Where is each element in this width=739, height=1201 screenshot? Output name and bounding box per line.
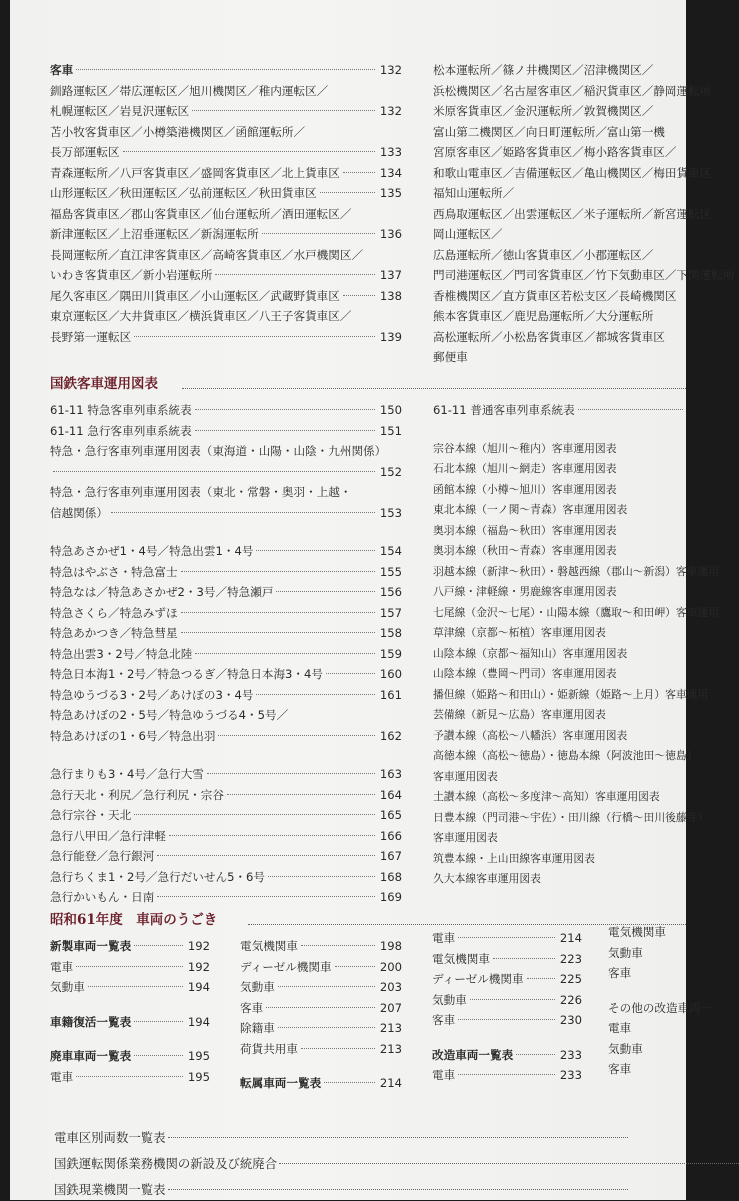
entry-title: 特急出雲3・2号／特急北陸 [50,646,193,661]
list-item: 門司港運転区／門司客貨車区／竹下気動車区／下関運転所 [433,268,735,282]
entry-title: 特急あさかぜ1・4号／特急出雲1・4号 [50,544,254,558]
entry-title: 除籍車 [240,1021,275,1035]
entry-title: 気動車 [432,992,467,1007]
list-item: 米原客貨車区／金沢運転所／敦賀機関区／ [433,104,654,118]
entry-title: 特急・急行客車列車運用図表（東海道・山陽・山陰・九州関係） [50,444,387,458]
list-item [50,957,210,978]
list-item: 客車運用図表 [433,831,498,844]
list-item [240,957,402,978]
list-item: 函館本線（小樽～旭川）客車運用図表 [433,482,617,496]
movement-col-2 [240,936,402,1094]
list-heading [50,936,210,957]
index-page [10,0,735,1200]
list-item [50,204,402,225]
entry-title: 改造車両一覧表 [432,1047,514,1062]
entry-title: 客車 [50,63,74,77]
page-number: 192 [187,959,210,974]
entry-title: 61-11 特急客車列車系統表 [50,403,192,417]
list-item: 宗谷本線（旭川～稚内）客車運用図表 [433,441,617,455]
page-number: 163 [379,767,402,781]
page-number: 214 [559,931,582,945]
list-item: 草津線（京都～柘植）客車運用図表 [433,626,606,639]
bottom-entry: 国鉄現業機関一覧表 [54,1178,628,1201]
list-item [50,286,402,307]
entry-title: 61-11 急行客車列車系統表 [50,423,192,438]
entry-title: 特急ゆうづる3・2号／あけぼの3・4号 [50,687,254,702]
list-item: 久大本線客車運用図表 [433,872,541,885]
entry-title: 急行宗谷・天北 [50,808,132,822]
page-number: 165 [379,808,402,822]
entry-title: 客車 [240,1000,264,1015]
list-item [432,928,582,949]
entry-title: 山形運転区／秋田運転区／弘前運転区／秋田貨車区 [50,186,317,200]
entry-title: 信越関係） [50,505,108,520]
page-number: 154 [379,544,402,558]
list-item: 香椎機関区／直方貨車区若松支区／長崎機関区 [433,288,677,303]
list-item [432,1010,582,1031]
list-item [240,936,402,957]
page-number: 203 [379,980,402,994]
list-item [240,977,402,998]
entry-title: 札幌運転区／岩見沢運転区 [50,104,190,118]
list-item [608,984,686,998]
movement-col-4 [608,922,713,1080]
list-item [50,726,402,747]
charts-list-right [433,400,720,890]
list-item: 奥羽本線（福島～秋田）客車運用図表 [433,523,617,537]
entry-title: 特急さくら／特急みずほ [50,605,178,620]
entry-title: いわき客貨車区／新小岩運転所 [50,268,213,282]
list-item: 郵便車 [433,350,468,364]
list-item [50,562,402,583]
list-item [240,1039,402,1060]
entry-title: ディーゼル機関車 [432,972,524,986]
entry-title: ディーゼル機関車 [240,959,332,974]
list-item: 客車運用図表 [433,769,498,783]
page-number: 169 [379,890,402,904]
entry-title: 電車 [432,1068,456,1082]
page-number: 164 [379,787,402,802]
list-heading [50,1046,210,1067]
entry-title: 急行能登／急行銀河 [50,849,155,863]
list-item [50,785,402,806]
list-item [50,846,402,867]
list-item [50,327,402,348]
section-title-vehicle-movement: 昭和61年度 車両のうごき [50,912,218,928]
entry-title: 新津運転区／上沼垂運転区／新潟運転所 [50,227,259,241]
list-item: 和歌山電車区／吉備運転区／亀山機関区／梅田貨車区 [433,165,712,180]
page-number: 138 [379,288,402,303]
entry-title: 気動車 [240,980,275,994]
page-number: 192 [187,939,210,953]
list-item [432,969,582,990]
section-rule [182,388,686,389]
page-number: 162 [379,728,402,743]
entry-title: 急行まりも3・4号／急行大雪 [50,767,204,781]
list-item [50,183,402,204]
page-number: 155 [379,564,402,579]
page-number: 233 [559,1068,582,1082]
bottom-entry: 電車区別両数一覧表 [54,1126,628,1149]
entry-title: 長野第一運転区 [50,329,132,344]
list-item: 広島運転所／徳山客貨車区／小郡運転区／ [433,247,654,262]
entry-title: 特急あけぼの2・5号／特急ゆうづる4・5号／ [50,708,289,722]
list-item: 客車 [608,966,632,980]
page-number: 207 [379,1000,402,1015]
list-item [50,245,402,266]
list-item [50,306,402,327]
list-item [50,503,402,524]
bottom-entry: 国鉄運転関係業務機関の新設及び統廃合 [54,1152,739,1175]
list-item [50,462,402,483]
entry-title: 青森運転所／八戸客貨車区／盛岡客貨車区／北上貨車区 [50,165,340,180]
page-number: 133 [379,145,402,159]
entry-title: 東京運転区／大井貨車区／横浜貨車区／八王子客貨車区／ [50,309,352,323]
page-number: 158 [379,626,402,640]
page-number: 153 [379,505,402,520]
page-number: 194 [187,1014,210,1029]
page-number: 136 [379,227,402,241]
list-item: 高松運転所／小松島客貨車区／都城客貨車区 [433,329,665,344]
list-item: 熊本客貨車区／鹿児島運転所／大分運転所 [433,309,654,323]
entry-title: 苫小牧客貨車区／小樽築港機関区／函館運転所／ [50,124,306,139]
list-item [50,867,402,888]
page-number: 156 [379,585,402,599]
page-number: 200 [379,959,402,974]
list-item: 西鳥取運転区／出雲運転区／米子運転所／新宮運転区 [433,206,712,221]
entry-title: 電気機関車 [432,951,490,966]
page-number: 230 [559,1013,582,1027]
page-number: 161 [379,687,402,702]
page-number: 157 [379,605,402,620]
page-number: 132 [379,104,402,118]
list-item [432,1065,582,1086]
list-item [50,265,402,286]
entry-title: 気動車 [50,980,85,994]
page-number: 137 [379,268,402,282]
movement-col-1 [50,936,210,1087]
list-item: 筑豊本線・上山田線客車運用図表 [433,851,595,865]
list-item: 八戸線・津軽線・男鹿線客車運用図表 [433,585,617,598]
list-item [50,1067,210,1088]
page-number: 195 [187,1049,210,1063]
list-item: 山陰本線（京都～福知山）客車運用図表 [433,646,628,660]
page-number: 213 [379,1021,402,1035]
list-item [240,998,402,1019]
entry-title: 急行ちくま1・2号／急行だいせん5・6号 [50,869,266,884]
list-heading [240,1073,402,1094]
page-number: 167 [379,849,402,863]
entry-title: 長万部運転区 [50,145,120,159]
page-number: 226 [559,992,582,1007]
list-item: 電気機関車 [608,925,666,939]
page-number: 150 [379,403,402,417]
entry-title: 急行天北・利尻／急行利尻・宗谷 [50,787,224,802]
list-item: その他の改造車両一 [608,1000,713,1015]
list-item [50,541,402,562]
list-item [50,441,402,462]
list-item [50,400,402,421]
list-item [50,685,402,706]
page-number: 139 [379,329,402,344]
movement-col-3 [432,928,582,1086]
list-item: 石北本線（旭川～網走）客車運用図表 [433,462,617,475]
list-item: 播但線（姫路～和田山）・姫新線（姫路～上月）客車運用 [433,687,709,701]
list-item [50,142,402,163]
entry-title: 急行かいもん・日南 [50,890,155,904]
list-item [50,482,402,503]
list-item [50,887,402,908]
list-item: 岡山運転区／ [433,227,503,241]
entry-title: 車籍復活一覧表 [50,1014,132,1029]
list-item [50,421,402,442]
entry-title: 福島客貨車区／郡山客貨車区／仙台運転所／酒田運転区／ [50,206,352,221]
entry-title: 特急日本海1・2号／特急つるぎ／特急日本海3・4号 [50,667,323,681]
page-number: 195 [187,1069,210,1084]
list-item [50,705,402,726]
list-item: 東北本線（一ノ関～青森）客車運用図表 [433,503,628,516]
list-item: 七尾線（金沢～七尾）・山陽本線（鷹取～和田岬）客車運用 [433,605,720,619]
list-item [240,1018,402,1039]
list-item: 高徳本線（高松～徳島）・徳島本線（阿波池田～徳島） [433,749,698,762]
list-item [50,224,402,245]
entry-title: 新製車両一覧表 [50,939,132,953]
page-number: 225 [559,972,582,986]
entry-title: 特急あけぼの1・6号／特急出羽 [50,728,216,743]
entry-title: 特急あかつき／特急彗星 [50,626,178,640]
list-item [50,101,402,122]
entry-title: 電車 [432,931,456,945]
list-item [50,582,402,603]
list-item [50,826,402,847]
list-item [50,764,402,785]
entry-title: 荷貨共用車 [240,1041,298,1056]
page-number: 159 [379,646,402,661]
list-item: 浜松機関区／名古屋客車区／稲沢貨車区／静岡運転所 [433,83,712,98]
list-item: 電車 [608,1021,632,1035]
entry-title: 特急なは／特急あさかぜ2・3号／特急瀬戸 [50,585,274,599]
entry-title: 客車 [432,1013,456,1027]
depot-list-right [433,60,735,368]
list-item: 61-11 普通客車列車系統表 [433,400,686,421]
list-item [432,949,582,970]
page-number: 198 [379,939,402,953]
list-item: 宮原客車区／姫路客貨車区／梅小路客貨車区／ [433,145,677,159]
entry-title: 尾久客車区／隅田川貨車区／小山運転区／武蔵野貨車区 [50,288,340,303]
list-item [50,603,402,624]
page-number: 194 [187,980,210,994]
list-item: 日豊本線（門司港～宇佐）・田川線（行橋～田川後藤寺） [433,810,709,824]
entry-title: 電車 [50,959,74,974]
list-item: 松本運転所／篠ノ井機関区／沼津機関区／ [433,63,654,77]
list-item [50,664,402,685]
entry-title: 転属車両一覧表 [240,1076,322,1090]
charts-list-left [50,400,402,908]
list-heading [50,60,402,81]
list-item [50,623,402,644]
page-number: 132 [379,63,402,77]
page-number: 213 [379,1041,402,1056]
page-number: 135 [379,186,402,200]
entry-title: 廃車車両一覧表 [50,1049,132,1063]
list-item: 山陰本線（豊岡～門司）客車運用図表 [433,667,617,680]
entry-title: 電気機関車 [240,939,298,953]
list-heading [432,1045,582,1066]
entry-title: 急行八甲田／急行津軽 [50,828,166,843]
section-title-passenger-car-charts: 国鉄客車運用図表 [50,376,158,392]
list-item [50,977,210,998]
list-item: 気動車 [608,1041,643,1056]
list-item: 土讃本線（高松～多度津～高知）客車運用図表 [433,790,660,803]
list-item: 羽越本線（新津～秋田）・磐越西線（郡山～新潟）客車運用 [433,564,720,578]
page-number: 160 [379,667,402,681]
list-item: 富山第二機関区／向日町運転所／富山第一機 [433,124,665,139]
page-number: 214 [379,1076,402,1090]
page-number: 223 [559,951,582,966]
list-heading [50,1012,210,1033]
depot-list-left [50,60,402,347]
page-number: 166 [379,828,402,843]
list-item [50,81,402,102]
page-number: 152 [379,464,402,479]
page-number: 151 [379,423,402,438]
list-item [50,122,402,143]
page-number: 233 [559,1047,582,1062]
list-item: 福知山運転所／ [433,186,515,200]
list-item: 気動車 [608,945,643,960]
entry-title: 特急・急行客車列車運用図表（東北・常磐・奥羽・上越・ [50,485,352,499]
list-item: 奥羽本線（秋田～青森）客車運用図表 [433,544,617,557]
list-item [50,805,402,826]
entry-title: 釧路運転区／帯広運転区／旭川機関区／稚内運転区／ [50,83,329,98]
entry-title: 特急はやぶさ・特急富士 [50,564,178,579]
list-item: 客車 [608,1062,632,1076]
list-item [50,644,402,665]
page-number: 168 [379,869,402,884]
page-number: 134 [379,165,402,180]
entry-title: 電車 [50,1069,74,1084]
list-item [50,163,402,184]
list-item: 芸備線（新見～広島）客車運用図表 [433,708,606,721]
entry-title: 長岡運転所／直江津客貨車区／高崎客貨車区／水戸機関区／ [50,247,364,262]
list-item [432,990,582,1011]
list-item: 予讃本線（高松～八幡浜）客車運用図表 [433,728,628,742]
